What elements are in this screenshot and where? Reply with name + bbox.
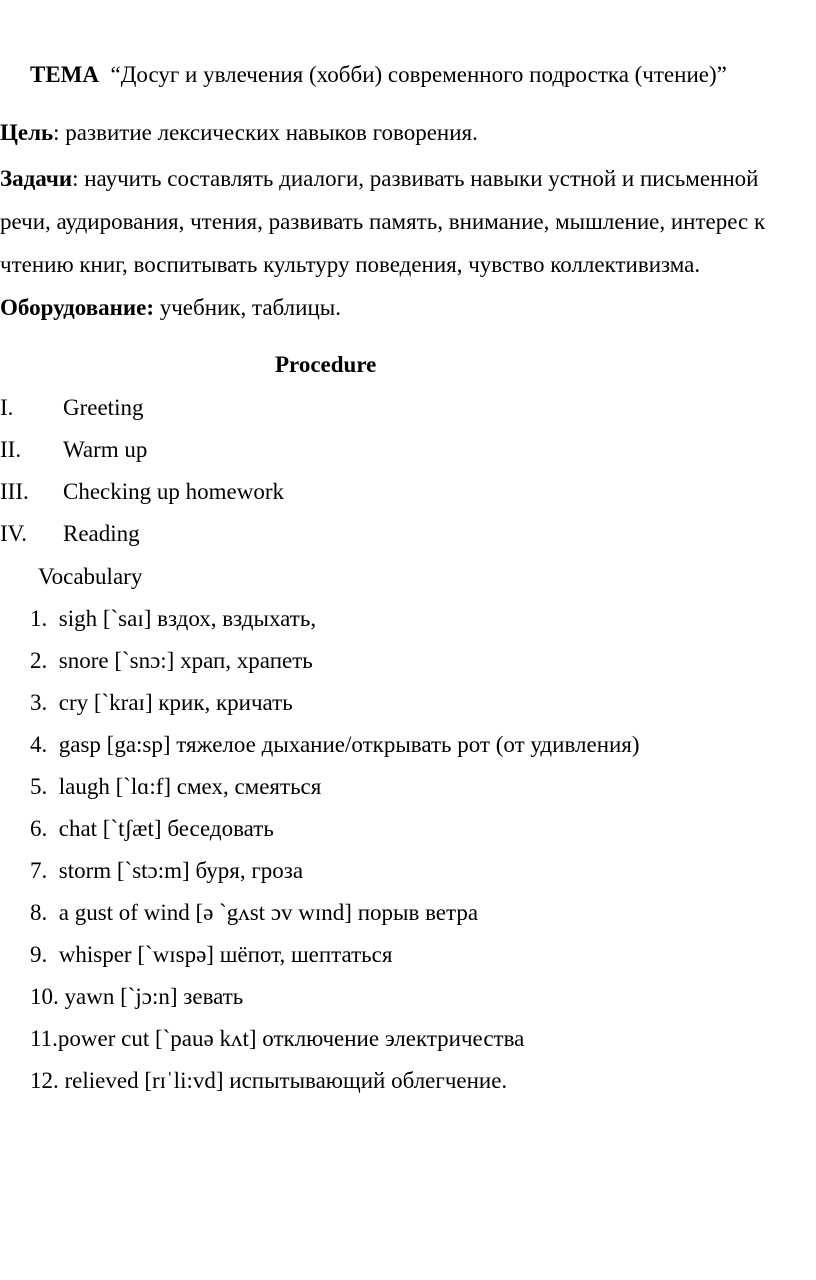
step-number: II. [0,437,22,462]
vocab-item [30,816,274,842]
tasks-text-2: речи, аудирования, чтения, развивать память, внимание, мышление, интерес к [0,209,766,234]
vocab-text: gasp [ga:sp] тяжелое дыхание/открывать рот (от удивления) [58,732,640,757]
vocab-item [30,690,293,716]
step-text: Warm up [63,437,148,462]
equipment-line [0,295,341,321]
vocab-text: chat [`tʃæt] беседовать [58,816,274,841]
vocab-item [30,606,316,632]
vocab-text: laugh [`lɑ:f] смех, смеяться [58,774,322,799]
equipment-label: Оборудование: [0,295,154,320]
vocab-item [30,984,243,1010]
procedure-step [0,395,400,425]
vocab-item [30,1026,524,1052]
vocab-text: power cut [`pauə kʌt] отключение электричества [57,1026,525,1051]
vocab-item [30,732,640,758]
topic-label: ТЕМА [30,62,99,87]
vocab-number: 9. [30,942,48,967]
procedure-title: Procedure [275,352,377,377]
goal-label: Цель [0,120,54,145]
tasks-text-1: : научить составлять диалоги, развивать навыки устной и письменной [72,166,759,191]
vocab-item [30,858,303,884]
vocab-number: 1. [30,606,48,631]
tasks-line-2 [0,209,765,235]
vocab-number: 3. [30,690,48,715]
vocab-number: 7. [30,858,48,883]
tasks-text-3: чтению книг, воспитывать культуру поведения, чувство коллективизма. [0,252,701,277]
procedure-step [0,521,400,551]
tasks-line-3 [0,252,700,278]
goal-line [0,120,478,146]
step-text: Checking up homework [63,479,285,504]
vocab-text: storm [`stɔ:m] буря, гроза [58,858,304,883]
procedure-step [0,479,400,509]
tasks-label: Задачи [0,166,73,191]
vocab-text: yawn [`jɔ:n] зевать [64,984,244,1009]
vocab-number: 12. [30,1068,59,1093]
vocab-text: a gust of wind [ə `gʌst ɔv wɪnd] порыв ветра [58,900,479,925]
vocab-text: sigh [`saɪ] вздох, вздыхать, [58,606,317,631]
topic-text: “Досуг и увлечения (хобби) современного подростка (чтение)” [110,62,727,87]
step-number: IV. [0,521,28,546]
vocab-item [30,942,392,968]
goal-text: : развитие лексических навыков говорения. [53,120,478,145]
vocab-text: whisper [`wɪspə] шёпот, шептаться [58,942,393,967]
vocab-text: cry [`kraɪ] крик, кричать [58,690,293,715]
step-text: Reading [63,521,140,546]
vocab-item [30,774,321,800]
vocabulary-title: Vocabulary [38,564,143,589]
step-number: III. [0,479,29,504]
vocab-text: relieved [rɪˈli:vd] испытывающий облегчение. [64,1068,508,1093]
vocab-text: snore [`snɔ:] храп, храпеть [58,648,313,673]
vocab-number: 2. [30,648,48,673]
vocab-item [30,648,313,674]
vocab-number: 8. [30,900,48,925]
topic-line [30,62,727,88]
vocab-number: 10. [30,984,59,1009]
tasks-line-1 [0,166,758,192]
vocab-number: 4. [30,732,48,757]
equipment-text: учебник, таблицы. [153,295,341,320]
procedure-step [0,437,400,467]
vocab-item [30,1068,507,1094]
vocab-item [30,900,478,926]
vocab-number: 11. [30,1026,58,1051]
vocab-number: 5. [30,774,48,799]
step-number: I. [0,395,14,420]
step-text: Greeting [63,395,144,420]
vocab-number: 6. [30,816,48,841]
